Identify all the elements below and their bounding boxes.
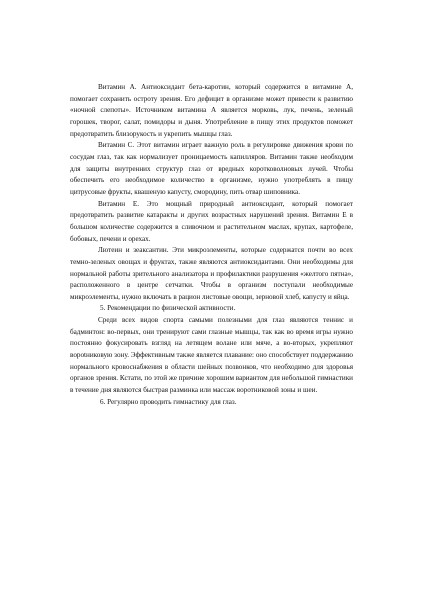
section-5-heading: 5. Рекомендации по физической активности. bbox=[100, 304, 236, 313]
paragraph-lutein-zeaxanthin: Лютеин и зеаксантин. Эти микроэлементы, которые содержатся почти во всех темно-зеленых овощах и фруктах, также являются антиоксидантами. Они необходимы для нормальной работы зрительного анализатора и профилактики разрушения «желтого пятна», расположенного в центре сетчатки. Чтобы в организм поступали необходимые микроэлементы, нужно включать в рацион листовые овощи, зерновой хлеб, капусту и яйца. bbox=[70, 246, 353, 301]
paragraph-vitamin-a: Витамин А. Антиоксидант бета-каротин, который содержится в витамине А, помогает сохранить остроту зрения. Его дефицит в организме может привести к развитию «ночной слепоты». Источником витамина А является морковь, лук, печень, зеленый горошек, творог, салат, помидоры и дыня. Употребление в пищу этих продуктов поможет предотвратить близорукость и укрепить мышцы глаз. bbox=[70, 83, 353, 138]
section-6-heading: 6. Регулярно проводить гимнастику для глаз. bbox=[100, 397, 237, 406]
document-body bbox=[70, 82, 353, 408]
paragraph-physical-activity: Среди всех видов спорта самыми полезными для глаз являются теннис и бадминтон: во-первых, они тренируют сами глазные мышцы, так как во время игры нужно постоянно фокусировать взгляд на летящем волане или мяче, а во-вторых, укрепляют вороtниковую зону. Эффективным также является плавание: оно способствует поддержанию нормального кровоснабжения в области шейных позвонков, что необходимо для здоровья органов зрения. Кстати, по этой же причине хорошим вариантом для небольшой гимнастики в течение дня являются быстрая разминка или массаж воротниковой зоны и шеи. bbox=[70, 316, 353, 395]
paragraph-vitamin-c: Витамин С. Этот витамин играет важную роль в регулировке движения крови по сосудам глаз, так как нормализует проницаемость капилляров. Витамин также необходим для защиты внутренних структур глаз от вредных коротковолновых лучей. Чтобы обеспечить его необходимое количество в организме, нужно употреблять в пищу цитрусовые фрукты, квашеную капусту, смородину, пить отвар шиповника. bbox=[70, 141, 353, 196]
paragraph-vitamin-e: Витамин Е. Это мощный природный антиоксидант, который помогает предотвратить развитие катаракты и других возрастных нарушений зрения. Витамин Е в большом количестве содержится в сливочном и растительном маслах, крупах, картофеле, бобовых, печени и орехах. bbox=[70, 199, 353, 243]
